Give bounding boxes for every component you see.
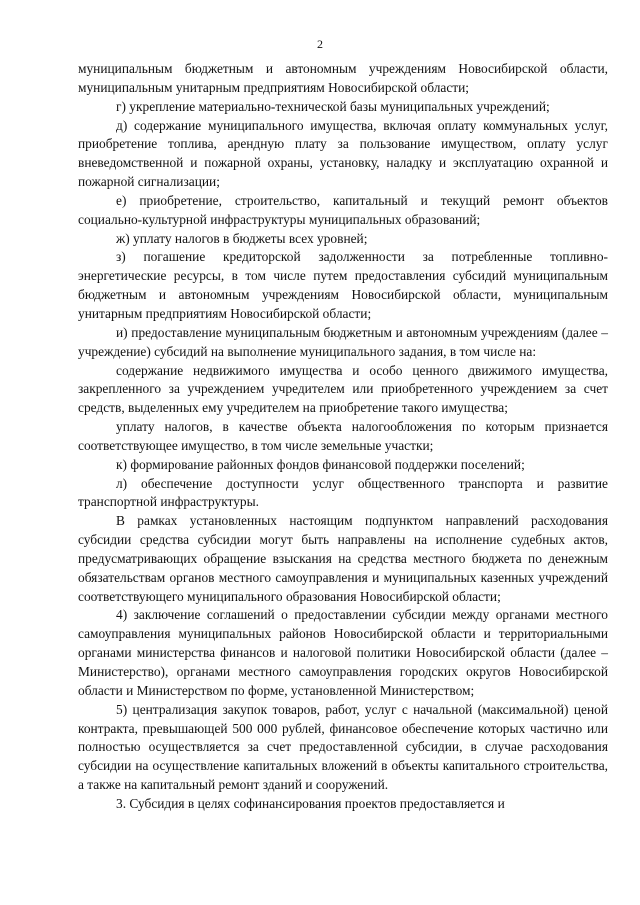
paragraph: 4) заключение соглашений о предоставлении субсидии между органами местного самоуправления муниципальных районов Новосибирской области и территориальными органами министерства финансов и налоговой политики Новосибирской области (далее – Министерство), органами местного самоуправления городских округов Новосибирской области и Министерством по форме, установленной Министерством;	[78, 607, 608, 698]
paragraph: В рамках установленных настоящим подпунктом направлений расходования субсидии средства субсидии могут быть направлены на исполнение судебных актов, предусматривающих обращение взыскания на средства местного бюджета по денежным обязательствам органов местного самоуправления и муниципальных казенных учреждений соответствующего муниципального образования Новосибирской области;	[78, 513, 608, 604]
paragraph: д) содержание муниципального имущества, включая оплату коммунальных услуг, приобретение топлива, арендную плату за пользование имуществом, оплату услуг вневедомственной и пожарной охраны, установку, наладку и эксплуатацию охранной и пожарной сигнализации;	[78, 117, 608, 190]
paragraph: е) приобретение, строительство, капитальный и текущий ремонт объектов социально-культурной инфраструктуры муниципальных образований;	[78, 192, 608, 227]
page-number: 2	[317, 37, 323, 51]
paragraph: л) обеспечение доступности услуг общественного транспорта и развитие транспортной инфраструктуры.	[78, 475, 608, 510]
paragraph: уплату налогов, в качестве объекта налогообложения по которым признается соответствующее имущество, в том числе земельные участки;	[78, 419, 608, 453]
paragraph: 5) централизация закупок товаров, работ, услуг с начальной (максимальной) ценой контракта, превышающей 500 000 рублей, финансовое обеспечение которых частично или полностью осуществляется за счет предоставленной субсидии, в случае расходования субсидии на осуществление капитальных вложений в объекты капитального строительства, а также на капитальный ремонт зданий и сооружений.	[78, 701, 608, 793]
paragraph: 3. Субсидия в целях софинансирования проектов предоставляется и	[116, 795, 505, 811]
paragraph: ж) уплату налогов в бюджеты всех уровней;	[116, 230, 368, 246]
paragraph: муниципальным бюджетным и автономным учреждениям Новосибирской области, муниципальным унитарным предприятиям Новосибирской области;	[78, 61, 608, 95]
document-body	[78, 60, 608, 814]
paragraph: содержание недвижимого имущества и особо ценного движимого имущества, закрепленного за учреждением учредителем или приобретенного учреждением за счет средств, выделенных ему учредителем на приобретение такого имущества;	[78, 362, 608, 416]
paragraph: и) предоставление муниципальным бюджетным и автономным учреждениям (далее – учреждение) субсидий на выполнение муниципального задания, в том числе на:	[78, 324, 608, 359]
paragraph: г) укрепление материально-технической базы муниципальных учреждений;	[116, 98, 550, 114]
paragraph: к) формирование районных фондов финансовой поддержки поселений;	[116, 456, 525, 472]
paragraph: з) погашение кредиторской задолженности за потребленные топливно-энергетические ресурсы, в том числе путем предоставления субсидий муниципальным бюджетным и автономным учреждениям Новосибирской области, муниципальным унитарным предприятиям Новосибирской области;	[78, 249, 608, 321]
